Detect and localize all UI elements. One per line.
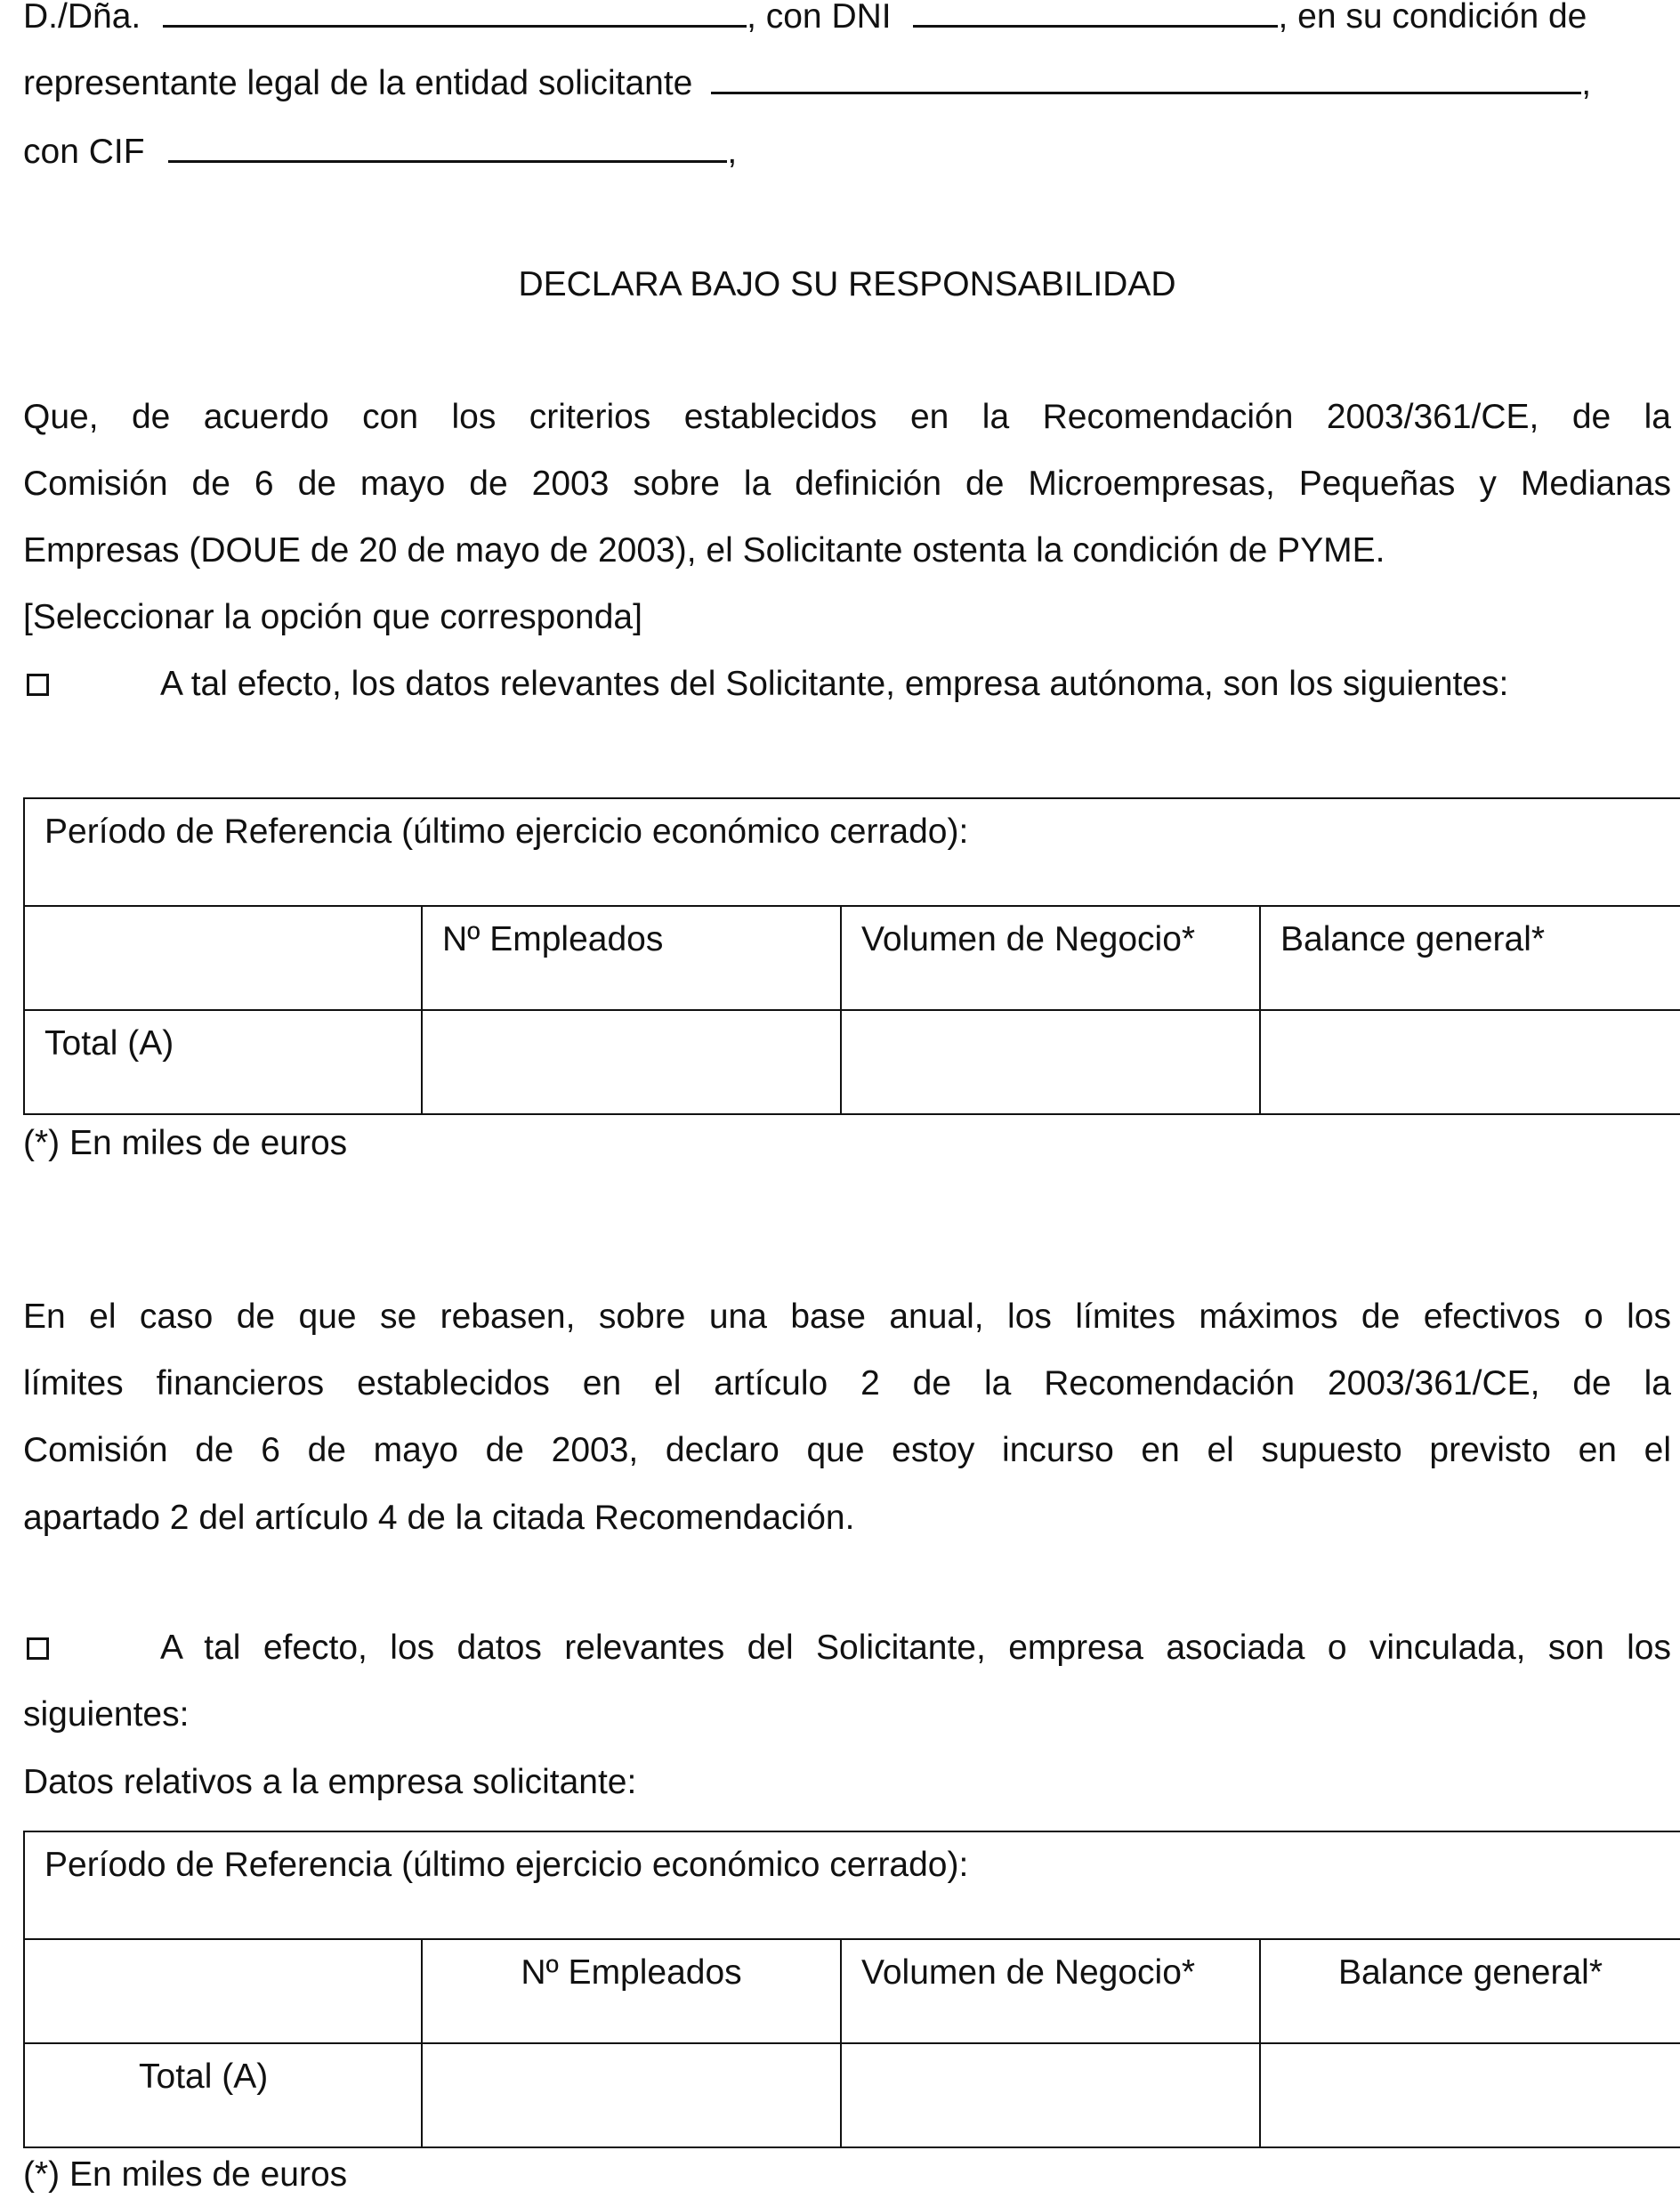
intro-line-2: Comisión de 6 de mayo de 2003 sobre la definición de Microempresas, Pequeñas y Medianas [23, 465, 1671, 503]
header-cell-balance: Balance general* [1260, 1939, 1680, 2043]
header-cell-employees: Nº Empleados [422, 906, 841, 1010]
header-cell-empty [24, 1939, 422, 2043]
table-row [24, 798, 1680, 906]
select-option-note: [Seleccionar la opción que corresponda] [23, 598, 642, 636]
table-row [24, 1831, 1680, 1939]
balance-input-cell[interactable] [1260, 2043, 1680, 2147]
applicant-data-heading: Datos relativos a la empresa solicitante: [23, 1763, 637, 1801]
intro-line-1: Que, de acuerdo con los criterios establecidos en la Recomendación 2003/361/CE, de la [23, 398, 1671, 436]
cif-blank-field[interactable] [168, 130, 727, 163]
intro-line-3: Empresas (DOUE de 20 de mayo de 2003), el Solicitante ostenta la condición de PYME. [23, 531, 1385, 570]
limits-line-2: límites financieros establecidos en el artículo 2 de la Recomendación 2003/361/CE, de la [23, 1364, 1671, 1403]
representative-comma: , [1581, 64, 1592, 102]
header-cell-empty [24, 906, 422, 1010]
footnote-thousands-euros: (*) En miles de euros [23, 1124, 348, 1162]
name-dni-line [23, 0, 1671, 37]
autonomous-option-checkbox[interactable] [27, 674, 49, 696]
header-cell-employees: Nº Empleados [422, 1939, 841, 2043]
total-label-cell: Total (A) [24, 2043, 422, 2147]
footnote-thousands-euros: (*) En miles de euros [23, 2155, 348, 2194]
table-row [24, 1010, 1680, 1114]
header-cell-turnover: Volumen de Negocio* [841, 906, 1260, 1010]
reference-period-cell: Período de Referencia (último ejercicio económico cerrado): [24, 1831, 1680, 1939]
limits-line-4: apartado 2 del artículo 4 de la citada Recomendación. [23, 1499, 855, 1537]
associated-option-label-2: siguientes: [23, 1695, 190, 1734]
balance-input-cell[interactable] [1260, 1010, 1680, 1114]
limits-line-3: Comisión de 6 de mayo de 2003, declaro que estoy incurso en el supuesto previsto en el [23, 1431, 1671, 1469]
cif-comma: , [727, 133, 738, 171]
entity-blank-field[interactable] [711, 61, 1581, 94]
employees-input-cell[interactable] [422, 1010, 841, 1114]
autonomous-option-label: A tal efecto, los datos relevantes del Solicitante, empresa autónoma, son los siguientes: [160, 665, 1509, 703]
reference-period-cell: Período de Referencia (último ejercicio económico cerrado): [24, 798, 1680, 906]
name-blank-field[interactable] [163, 0, 747, 28]
representative-line [23, 61, 1671, 104]
name-label: D./Dña. [23, 0, 141, 36]
turnover-input-cell[interactable] [841, 2043, 1260, 2147]
turnover-input-cell[interactable] [841, 1010, 1260, 1114]
declaration-title: DECLARA BAJO SU RESPONSABILIDAD [518, 265, 1176, 303]
table-header-row [24, 1939, 1680, 2043]
cif-line [23, 130, 1671, 173]
limits-line-1: En el caso de que se rebasen, sobre una base anual, los límites máximos de efectivos o los [23, 1298, 1671, 1336]
applicant-data-table [23, 1831, 1680, 2148]
cif-label: con CIF [23, 133, 145, 171]
table-header-row [24, 906, 1680, 1010]
dni-blank-field[interactable] [913, 0, 1278, 28]
associated-option-checkbox[interactable] [27, 1637, 49, 1660]
employees-input-cell[interactable] [422, 2043, 841, 2147]
table-row [24, 2043, 1680, 2147]
total-label-cell: Total (A) [24, 1010, 422, 1114]
autonomous-data-table [23, 797, 1680, 1115]
associated-option-label-1: A tal efecto, los datos relevantes del Solicitante, empresa asociada o vinculada, son los [160, 1629, 1671, 1667]
condition-text: , en su condición de [1278, 0, 1587, 36]
header-cell-turnover: Volumen de Negocio* [841, 1939, 1260, 2043]
representative-label: representante legal de la entidad solicitante [23, 64, 693, 102]
dni-label: , con DNI [747, 0, 892, 36]
header-cell-balance: Balance general* [1260, 906, 1680, 1010]
